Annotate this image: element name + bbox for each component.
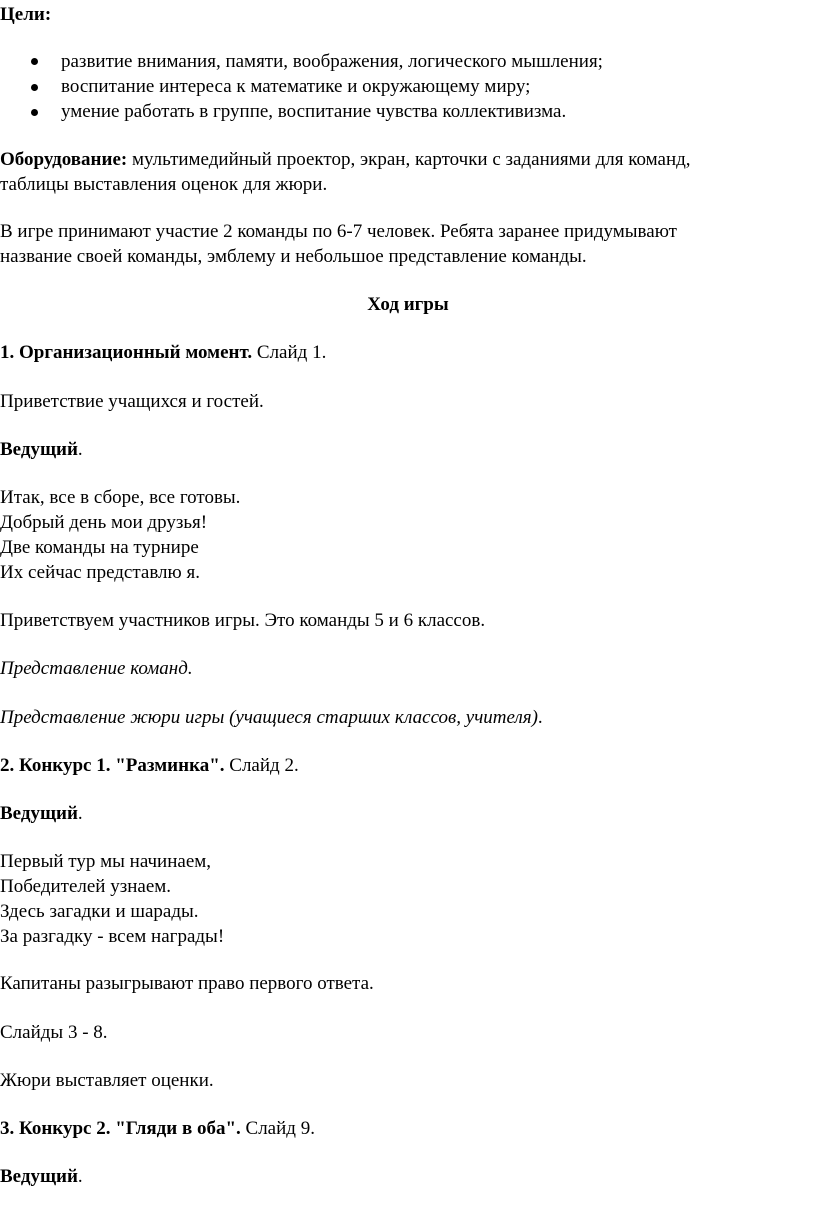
host-label-text: Ведущий: [0, 1166, 78, 1187]
host-label-dot: .: [77, 803, 83, 824]
part3-slide: Слайд 9.: [240, 1118, 315, 1139]
goal-item-2: воспитание интереса к математике и окружающему миру;: [61, 76, 531, 97]
part2-slide: Слайд 2.: [224, 755, 299, 776]
jury-scores-text: Жюри выставляет оценки.: [0, 1070, 214, 1091]
part2-heading: 2. Конкурс 1. "Разминка".: [0, 755, 225, 776]
bullet-icon: [31, 58, 38, 65]
host-label-text: Ведущий: [0, 803, 78, 824]
teams-intro: Представление команд.: [0, 658, 193, 679]
host-label-dot: .: [77, 439, 83, 460]
goal-item-3: умение работать в группе, воспитание чувства коллективизма.: [61, 101, 567, 122]
bullet-icon: [31, 109, 38, 116]
poem-line: Победителей узнаем.: [0, 876, 172, 897]
poem-line: Их сейчас представлю я.: [0, 562, 200, 583]
part1-slide: Слайд 1.: [252, 342, 327, 363]
equipment-text-continued: таблицы выставления оценок для жюри.: [0, 174, 328, 195]
equipment-label: Оборудование:: [0, 149, 128, 170]
host-label-dot: .: [77, 1166, 83, 1187]
poem-line: Здесь загадки и шарады.: [0, 901, 199, 922]
captains-text: Капитаны разыгрывают право первого ответа.: [0, 973, 374, 994]
poem-line: За разгадку - всем награды!: [0, 926, 225, 947]
part1-heading: 1. Организационный момент.: [0, 342, 253, 363]
poem-line: Две команды на турнире: [0, 537, 199, 558]
equipment-text: мультимедийный проектор, экран, карточки с заданиями для команд,: [127, 149, 691, 170]
goals-heading: Цели:: [0, 4, 52, 25]
part3-heading-line: [0, 1116, 315, 1141]
welcome-text: Приветствуем участников игры. Это команды 5 и 6 классов.: [0, 610, 486, 631]
part1-heading-line: [0, 340, 326, 365]
slides-range-text: Слайды 3 - 8.: [0, 1022, 108, 1043]
part3-heading: 3. Конкурс 2. "Гляди в оба".: [0, 1118, 241, 1139]
greeting-text: Приветствие учащихся и гостей.: [0, 391, 264, 412]
part2-heading-line: [0, 753, 299, 778]
jury-intro-line: [0, 705, 543, 730]
poem-line: Первый тур мы начинаем,: [0, 851, 212, 872]
goal-item-1: развитие внимания, памяти, воображения, логического мышления;: [61, 51, 603, 72]
intro-line-1: В игре принимают участие 2 команды по 6-7 человек. Ребята заранее придумывают: [0, 221, 677, 242]
jury-intro-dot: .: [537, 707, 543, 728]
intro-line-2: название своей команды, эмблему и небольшое представление команды.: [0, 246, 587, 267]
poem-line: Итак, все в сборе, все готовы.: [0, 487, 241, 508]
host-label-1: [0, 437, 83, 462]
poem-line: Добрый день мои друзья!: [0, 512, 208, 533]
host-label-2: [0, 801, 83, 826]
bullet-icon: [31, 84, 38, 91]
host-label-3: [0, 1164, 83, 1189]
host-label-text: Ведущий: [0, 439, 78, 460]
jury-intro: Представление жюри игры (учащиеся старших классов, учителя): [0, 707, 538, 728]
equipment-paragraph: [0, 147, 691, 172]
section-title: Ход игры: [367, 294, 449, 315]
